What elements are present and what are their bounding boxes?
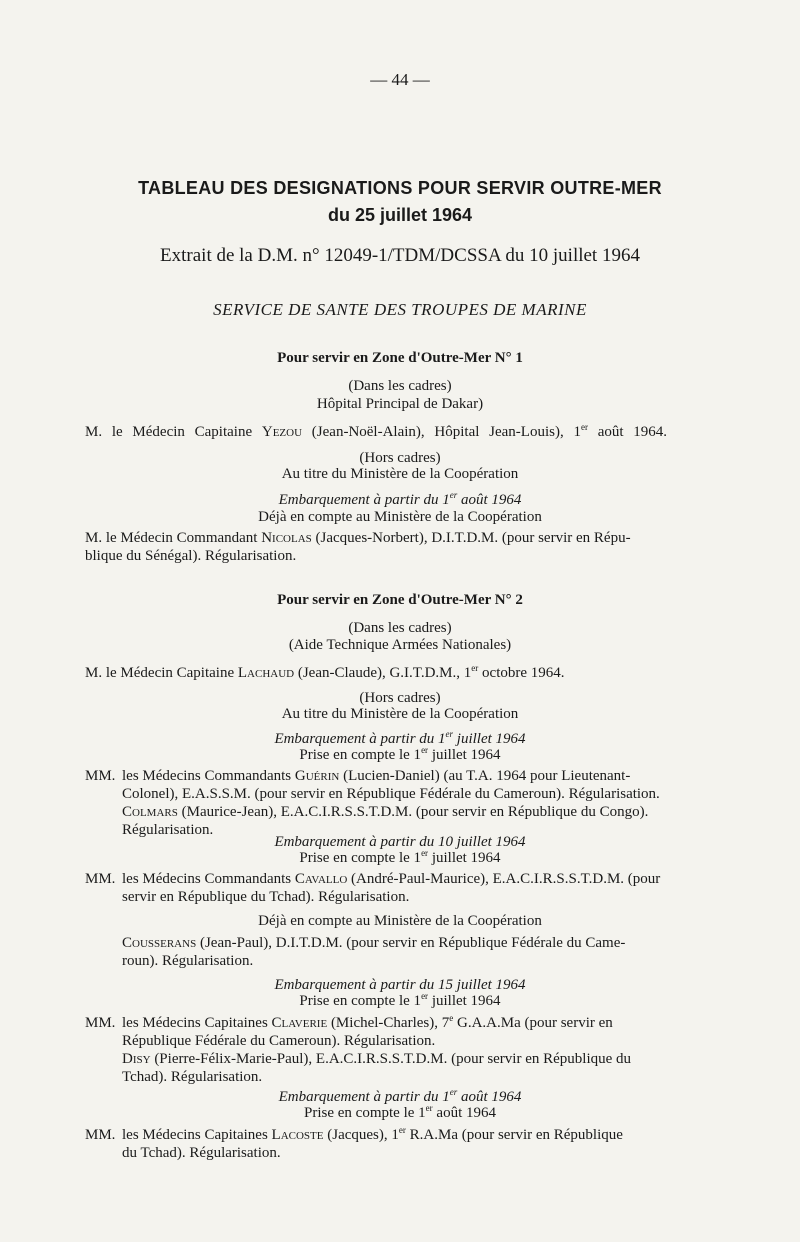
zone2-heading: Pour servir en Zone d'Outre-Mer N° 2 xyxy=(277,592,523,608)
extract-reference: Extrait de la D.M. n° 12049-1/TDM/DCSSA du 10 juillet 1964 xyxy=(160,245,640,266)
block4-entries: les Médecins Capitaines Claverie (Michel-Charles), 7e G.A.A.Ma (pour servir en République Fédérale du Cameroun). Régularisation. Disy (Pierre-Félix-Marie-Paul), E.A.C.I.R.S.S.T.D.M. (pour servir en République du Tchad). Régularisation. xyxy=(122,1013,632,1085)
block1-embarkation: Embarquement à partir du 1er juillet 1964 xyxy=(274,729,526,747)
block2-embarkation: Embarquement à partir du 10 juillet 1964 xyxy=(274,834,526,850)
block4-prise: Prise en compte le 1er juillet 1964 xyxy=(299,991,501,1009)
zone2-hors-cadres: (Hors cadres) xyxy=(359,690,441,706)
zone1-in-cadres: (Dans les cadres) xyxy=(348,378,452,394)
zone2-entry-lachaud: M. le Médecin Capitaine Lachaud (Jean-Claude), G.I.T.D.M., 1er octobre 1964. xyxy=(85,663,565,681)
zone2-in-cadres: (Dans les cadres) xyxy=(348,620,452,636)
zone1-embarkation: Embarquement à partir du 1er août 1964 xyxy=(278,490,522,508)
zone1-hospital: Hôpital Principal de Dakar) xyxy=(316,396,484,412)
block2-entries: les Médecins Commandants Cavallo (André-Paul-Maurice), E.A.C.I.R.S.S.T.D.M. (pour servir en République du Tchad). Régularisation. xyxy=(122,871,661,905)
block3-entry-cousserans: Cousserans (Jean-Paul), D.I.T.D.M. (pour servir en République Fédérale du Came- roun). Régularisation. xyxy=(122,935,626,969)
block5-mm: MM. xyxy=(85,1127,116,1143)
zone1-titre: Au titre du Ministère de la Coopération xyxy=(281,466,519,482)
zone1-entry-yezou: M. le Médecin Capitaine Yezou (Jean-Noël-Alain), Hôpital Jean-Louis), 1er août 1964. xyxy=(85,422,668,440)
block2-prise: Prise en compte le 1er juillet 1964 xyxy=(299,848,501,866)
block4-mm: MM. xyxy=(85,1015,116,1031)
zone1-heading: Pour servir en Zone d'Outre-Mer N° 1 xyxy=(277,350,523,366)
block1-mm: MM. xyxy=(85,768,116,784)
block1-prise: Prise en compte le 1er juillet 1964 xyxy=(299,745,501,763)
block5-entries: les Médecins Capitaines Lacoste (Jacques), 1er R.A.Ma (pour servir en République du Tchad). Régularisation. xyxy=(122,1125,623,1161)
zone1-hors-cadres: (Hors cadres) xyxy=(359,450,441,466)
block4-embarkation: Embarquement à partir du 15 juillet 1964 xyxy=(274,977,526,993)
document-date: du 25 juillet 1964 xyxy=(327,205,473,225)
zone2-deja: Déjà en compte au Ministère de la Coopération xyxy=(258,913,542,929)
block2-mm: MM. xyxy=(85,871,116,887)
block5-embarkation: Embarquement à partir du 1er août 1964 xyxy=(278,1087,522,1105)
block1-entries: les Médecins Commandants Guérin (Lucien-Daniel) (au T.A. 1964 pour Lieutenant- Colonel), E.A.S.S.M. (pour servir en République Fédérale du Cameroun). Régularisation. Colmars (Maurice-Jean), E.A.C.I.R.S.S.T.D.M. (pour servir en République du Congo). Régularisation. xyxy=(122,768,660,838)
block5-prise: Prise en compte le 1er août 1964 xyxy=(304,1103,496,1121)
document-title: TABLEAU DES DESIGNATIONS POUR SERVIR OUTRE-MER xyxy=(138,178,662,198)
page-number: — 44 — xyxy=(370,70,430,89)
zone1-deja: Déjà en compte au Ministère de la Coopération xyxy=(258,509,542,525)
service-heading: SERVICE DE SANTE DES TROUPES DE MARINE xyxy=(213,300,587,319)
zone1-entry-nicolas: M. le Médecin Commandant Nicolas (Jacques-Norbert), D.I.T.D.M. (pour servir en Répu- blique du Sénégal). Régularisation. xyxy=(85,530,631,564)
zone2-aide: (Aide Technique Armées Nationales) xyxy=(288,637,512,653)
zone2-titre: Au titre du Ministère de la Coopération xyxy=(281,706,519,722)
